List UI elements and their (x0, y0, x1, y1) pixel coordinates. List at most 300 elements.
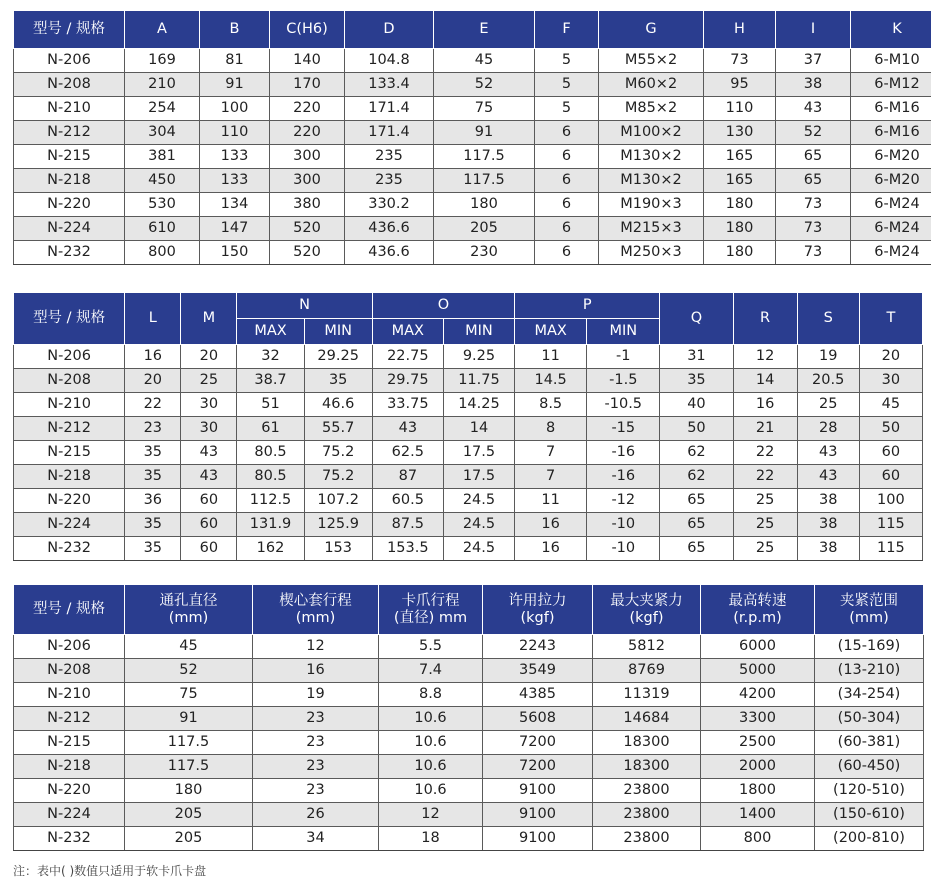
table-cell: 117.5 (125, 731, 253, 755)
table-cell: 800 (701, 827, 815, 851)
model-cell: N-224 (14, 217, 125, 241)
table-cell: 65 (660, 513, 733, 537)
header-h: H (704, 11, 776, 49)
table-cell: M130×2 (599, 145, 704, 169)
table-cell: 9.25 (443, 345, 514, 369)
table-row (14, 537, 923, 561)
table-row (14, 393, 923, 417)
header-n: N (237, 293, 372, 319)
table-cell: M190×3 (599, 193, 704, 217)
table-cell: 9100 (483, 779, 593, 803)
table-cell: 17.5 (443, 441, 514, 465)
table-cell: 6-M10 (851, 49, 931, 73)
table-row (14, 145, 931, 169)
table-cell: 235 (345, 145, 434, 169)
table-cell: 62.5 (372, 441, 443, 465)
table-cell: -10.5 (587, 393, 660, 417)
model-cell: N-208 (14, 369, 125, 393)
table-cell: -10 (587, 537, 660, 561)
table-cell: 134 (200, 193, 270, 217)
model-cell: N-218 (14, 169, 125, 193)
model-cell: N-218 (14, 755, 125, 779)
table-cell: 165 (704, 145, 776, 169)
header-o-min: MIN (443, 319, 514, 345)
header-line: 最高转速 (728, 592, 787, 609)
table-cell: 115 (859, 537, 922, 561)
table-cell: 5 (535, 73, 599, 97)
table-header-row (14, 585, 924, 635)
model-cell: N-212 (14, 417, 125, 441)
table-cell: 6-M20 (851, 145, 931, 169)
header-line: 最大夹紧力 (610, 592, 683, 609)
model-cell: N-210 (14, 683, 125, 707)
table-cell: 73 (776, 217, 851, 241)
table-row (14, 707, 924, 731)
model-cell: N-215 (14, 731, 125, 755)
table-cell: 14.25 (443, 393, 514, 417)
table-cell: 52 (434, 73, 535, 97)
table-cell: 43 (181, 441, 237, 465)
table-cell: 60 (859, 441, 922, 465)
header-p-min: MIN (587, 319, 660, 345)
table-cell: 33.75 (372, 393, 443, 417)
table-cell: 95 (704, 73, 776, 97)
header-line: 通孔直径 (159, 592, 218, 609)
model-cell: N-215 (14, 441, 125, 465)
header-b: B (200, 11, 270, 49)
table-cell: (50-304) (815, 707, 924, 731)
table-cell: 220 (270, 121, 345, 145)
table-cell: 14 (443, 417, 514, 441)
table-cell: 5 (535, 49, 599, 73)
table-cell: 22 (733, 465, 797, 489)
model-cell: N-210 (14, 97, 125, 121)
table-row (14, 73, 931, 97)
table-cell: 235 (345, 169, 434, 193)
table-cell: 8769 (593, 659, 701, 683)
table-cell: 35 (125, 513, 181, 537)
table-cell: 30 (181, 417, 237, 441)
model-cell: N-208 (14, 73, 125, 97)
table-cell: 20.5 (797, 369, 859, 393)
table-cell: 43 (797, 465, 859, 489)
table-cell: 60.5 (372, 489, 443, 513)
table-cell: 75 (125, 683, 253, 707)
table-cell: -1 (587, 345, 660, 369)
table-cell: 35 (304, 369, 372, 393)
table-row (14, 731, 924, 755)
table-cell: 5000 (701, 659, 815, 683)
table-cell: 436.6 (345, 241, 434, 265)
table-cell: 11319 (593, 683, 701, 707)
table-cell: (120-510) (815, 779, 924, 803)
table-cell: 5 (535, 97, 599, 121)
table-cell: 100 (859, 489, 922, 513)
table-cell: M250×3 (599, 241, 704, 265)
table-cell: 25 (181, 369, 237, 393)
table-cell: 26 (253, 803, 379, 827)
table-cell: 16 (733, 393, 797, 417)
header-line: 楔心套行程 (279, 592, 352, 609)
table-cell: 32 (237, 345, 304, 369)
table-cell: 130 (704, 121, 776, 145)
table-cell: 80.5 (237, 465, 304, 489)
header-n-min: MIN (304, 319, 372, 345)
table-cell: 9100 (483, 803, 593, 827)
table-cell: 1400 (701, 803, 815, 827)
table-cell: M215×3 (599, 217, 704, 241)
table-cell: 45 (434, 49, 535, 73)
table-cell: 107.2 (304, 489, 372, 513)
table-cell: 3300 (701, 707, 815, 731)
table-cell: 6 (535, 241, 599, 265)
header-max-speed (701, 585, 815, 635)
table-cell: 19 (797, 345, 859, 369)
header-bore-diameter (125, 585, 253, 635)
table-cell: (15-169) (815, 635, 924, 659)
table-cell: 45 (859, 393, 922, 417)
table-cell: 450 (125, 169, 200, 193)
table-cell: 220 (270, 97, 345, 121)
header-unit: (直径) mm (393, 609, 468, 626)
table-cell: 2243 (483, 635, 593, 659)
table-cell: 180 (125, 779, 253, 803)
header-o-max: MAX (372, 319, 443, 345)
table-row (14, 49, 931, 73)
table-row (14, 369, 923, 393)
table-cell: 87 (372, 465, 443, 489)
table-cell: 25 (733, 513, 797, 537)
table-cell: 18300 (593, 731, 701, 755)
header-clamp-range (815, 585, 924, 635)
table-cell: 6-M12 (851, 73, 931, 97)
model-cell: N-212 (14, 121, 125, 145)
table-body (14, 345, 923, 561)
table-cell: (34-254) (815, 683, 924, 707)
table-cell: 91 (200, 73, 270, 97)
header-c: C(H6) (270, 11, 345, 49)
table-cell: 23800 (593, 803, 701, 827)
table-cell: 35 (660, 369, 733, 393)
table-cell: 73 (704, 49, 776, 73)
table-cell: 14684 (593, 707, 701, 731)
table-cell: (13-210) (815, 659, 924, 683)
table-cell: 17.5 (443, 465, 514, 489)
table-cell: 3549 (483, 659, 593, 683)
table-cell: 530 (125, 193, 200, 217)
model-cell: N-220 (14, 489, 125, 513)
table-cell: 38 (797, 537, 859, 561)
table-cell: 36 (125, 489, 181, 513)
table-cell: 150 (200, 241, 270, 265)
table-cell: 104.8 (345, 49, 434, 73)
table-cell: 38 (776, 73, 851, 97)
dimensions-table-a-k (13, 10, 931, 265)
table-cell: 2500 (701, 731, 815, 755)
table-cell: 19 (253, 683, 379, 707)
table-cell: 75.2 (304, 465, 372, 489)
model-cell: N-218 (14, 465, 125, 489)
table-cell: 73 (776, 241, 851, 265)
table-cell: 12 (733, 345, 797, 369)
table-cell: (150-610) (815, 803, 924, 827)
table-row (14, 827, 924, 851)
table-row (14, 97, 931, 121)
table-row (14, 465, 923, 489)
header-unit: (mm) (168, 609, 209, 626)
table-cell: (60-381) (815, 731, 924, 755)
table-cell: 55.7 (304, 417, 372, 441)
table-cell: 30 (859, 369, 922, 393)
table-cell: 50 (660, 417, 733, 441)
header-model (14, 585, 125, 635)
model-cell: N-232 (14, 537, 125, 561)
model-cell: N-206 (14, 49, 125, 73)
table-cell: 38 (797, 513, 859, 537)
header-d: D (345, 11, 434, 49)
table-cell: -15 (587, 417, 660, 441)
table-cell: 380 (270, 193, 345, 217)
table-cell: 6 (535, 121, 599, 145)
table-cell: 4200 (701, 683, 815, 707)
header-f: F (535, 11, 599, 49)
table-cell: 205 (125, 827, 253, 851)
table-cell: 6-M16 (851, 121, 931, 145)
header-max-clamp-force (593, 585, 701, 635)
table-cell: 20 (181, 345, 237, 369)
table-cell: 117.5 (125, 755, 253, 779)
table-cell: 133.4 (345, 73, 434, 97)
table-row (14, 513, 923, 537)
table-cell: 40 (660, 393, 733, 417)
model-cell: N-215 (14, 145, 125, 169)
header-a: A (125, 11, 200, 49)
table-cell: 153 (304, 537, 372, 561)
table-cell: 8.8 (379, 683, 483, 707)
table-row (14, 803, 924, 827)
table-cell: 23 (253, 755, 379, 779)
table-row (14, 489, 923, 513)
model-cell: N-220 (14, 193, 125, 217)
table-cell: M130×2 (599, 169, 704, 193)
table-cell: 35 (125, 537, 181, 561)
header-unit: (kgf) (629, 609, 664, 626)
table-cell: 20 (859, 345, 922, 369)
header-k: K (851, 11, 931, 49)
table-cell: 24.5 (443, 513, 514, 537)
header-unit: (kgf) (520, 609, 555, 626)
table-cell: 20 (125, 369, 181, 393)
table-cell: 23800 (593, 779, 701, 803)
table-cell: 11 (515, 489, 587, 513)
header-q: Q (660, 293, 733, 345)
table-cell: 147 (200, 217, 270, 241)
table-cell: 38 (797, 489, 859, 513)
table-body (14, 635, 924, 851)
table-cell: 110 (704, 97, 776, 121)
table-cell: 65 (660, 489, 733, 513)
table-cell: 25 (733, 489, 797, 513)
table-cell: 21 (733, 417, 797, 441)
table-cell: 6-M24 (851, 241, 931, 265)
table-cell: 254 (125, 97, 200, 121)
header-line: 卡爪行程 (401, 592, 460, 609)
table-cell: 1800 (701, 779, 815, 803)
table-cell: 125.9 (304, 513, 372, 537)
table-cell: 16 (253, 659, 379, 683)
table-cell: M60×2 (599, 73, 704, 97)
table-cell: 29.75 (372, 369, 443, 393)
table-cell: 18300 (593, 755, 701, 779)
table-cell: 100 (200, 97, 270, 121)
table-cell: 171.4 (345, 121, 434, 145)
table-cell: 7200 (483, 731, 593, 755)
table-cell: 23 (125, 417, 181, 441)
table-cell: 43 (372, 417, 443, 441)
table-cell: 16 (125, 345, 181, 369)
header-unit: (mm) (849, 609, 889, 626)
header-e: E (434, 11, 535, 49)
table-cell: 4385 (483, 683, 593, 707)
table-cell: 230 (434, 241, 535, 265)
header-wedge-stroke (253, 585, 379, 635)
header-g: G (599, 11, 704, 49)
table-cell: 131.9 (237, 513, 304, 537)
table-cell: 75 (434, 97, 535, 121)
table-cell: 171.4 (345, 97, 434, 121)
table-cell: M85×2 (599, 97, 704, 121)
footnote: 注：表中( )数值只适用于软卡爪卡盘 (13, 864, 207, 878)
table-cell: M55×2 (599, 49, 704, 73)
performance-table (13, 584, 924, 851)
table-cell: 180 (704, 217, 776, 241)
table-cell: 381 (125, 145, 200, 169)
table-cell: 12 (379, 803, 483, 827)
table-row (14, 345, 923, 369)
table-cell: 180 (704, 241, 776, 265)
table-cell: 22 (125, 393, 181, 417)
table-cell: 22 (733, 441, 797, 465)
table-cell: 28 (797, 417, 859, 441)
table-cell: 133 (200, 145, 270, 169)
model-cell: N-224 (14, 513, 125, 537)
table-cell: 22.75 (372, 345, 443, 369)
table-row (14, 779, 924, 803)
table-cell: 16 (515, 537, 587, 561)
table-cell: 10.6 (379, 731, 483, 755)
table-cell: 46.6 (304, 393, 372, 417)
table-cell: -1.5 (587, 369, 660, 393)
table-cell: 75.2 (304, 441, 372, 465)
table-cell: 60 (181, 513, 237, 537)
header-line: 许用拉力 (508, 592, 567, 609)
table-cell: 24.5 (443, 537, 514, 561)
table-cell: 6 (535, 217, 599, 241)
table-cell: -16 (587, 441, 660, 465)
model-cell: N-224 (14, 803, 125, 827)
table-cell: 62 (660, 441, 733, 465)
table-cell: 11.75 (443, 369, 514, 393)
header-line: 夹紧范围 (840, 592, 898, 609)
table-cell: 205 (125, 803, 253, 827)
table-cell: 162 (237, 537, 304, 561)
table-cell: 2000 (701, 755, 815, 779)
table-cell: 91 (125, 707, 253, 731)
table-row (14, 217, 931, 241)
table-cell: 112.5 (237, 489, 304, 513)
model-cell: N-232 (14, 241, 125, 265)
table-cell: 35 (125, 465, 181, 489)
table-cell: 11 (515, 345, 587, 369)
table-cell: 117.5 (434, 169, 535, 193)
table-cell: 165 (704, 169, 776, 193)
table-row (14, 241, 931, 265)
header-allowed-pull (483, 585, 593, 635)
table-cell: 610 (125, 217, 200, 241)
table-cell: -10 (587, 513, 660, 537)
table-cell: 6-M20 (851, 169, 931, 193)
table-cell: 25 (733, 537, 797, 561)
table-cell: 29.25 (304, 345, 372, 369)
table-cell: 210 (125, 73, 200, 97)
table-cell: 23 (253, 731, 379, 755)
table-cell: 81 (200, 49, 270, 73)
table-row (14, 659, 924, 683)
header-l: L (125, 293, 181, 345)
table-cell: -16 (587, 465, 660, 489)
table-row (14, 683, 924, 707)
table-cell: 45 (125, 635, 253, 659)
table-cell: 10.6 (379, 779, 483, 803)
table-cell: 7200 (483, 755, 593, 779)
table-cell: 60 (859, 465, 922, 489)
table-cell: 800 (125, 241, 200, 265)
model-cell: N-232 (14, 827, 125, 851)
header-n-max: MAX (237, 319, 304, 345)
header-r: R (733, 293, 797, 345)
table-cell: 9100 (483, 827, 593, 851)
table-cell: 14 (733, 369, 797, 393)
table-cell: 30 (181, 393, 237, 417)
table-cell: 330.2 (345, 193, 434, 217)
table-cell: 31 (660, 345, 733, 369)
table-cell: 43 (797, 441, 859, 465)
table-cell: 5608 (483, 707, 593, 731)
table-cell: 153.5 (372, 537, 443, 561)
table-cell: 520 (270, 241, 345, 265)
table-cell: 180 (434, 193, 535, 217)
header-o: O (372, 293, 514, 319)
table-cell: 10.6 (379, 707, 483, 731)
table-row (14, 121, 931, 145)
table-cell: 65 (776, 169, 851, 193)
model-cell: N-220 (14, 779, 125, 803)
table-cell: 60 (181, 537, 237, 561)
model-cell: N-212 (14, 707, 125, 731)
table-cell: 7 (515, 465, 587, 489)
table-cell: 18 (379, 827, 483, 851)
table-row (14, 193, 931, 217)
table-body (14, 49, 931, 265)
table-cell: 169 (125, 49, 200, 73)
table-cell: 7 (515, 441, 587, 465)
header-unit: (r.p.m) (733, 609, 782, 626)
table-cell: (60-450) (815, 755, 924, 779)
table-cell: 37 (776, 49, 851, 73)
table-row (14, 755, 924, 779)
header-p: P (515, 293, 660, 319)
table-row (14, 441, 923, 465)
